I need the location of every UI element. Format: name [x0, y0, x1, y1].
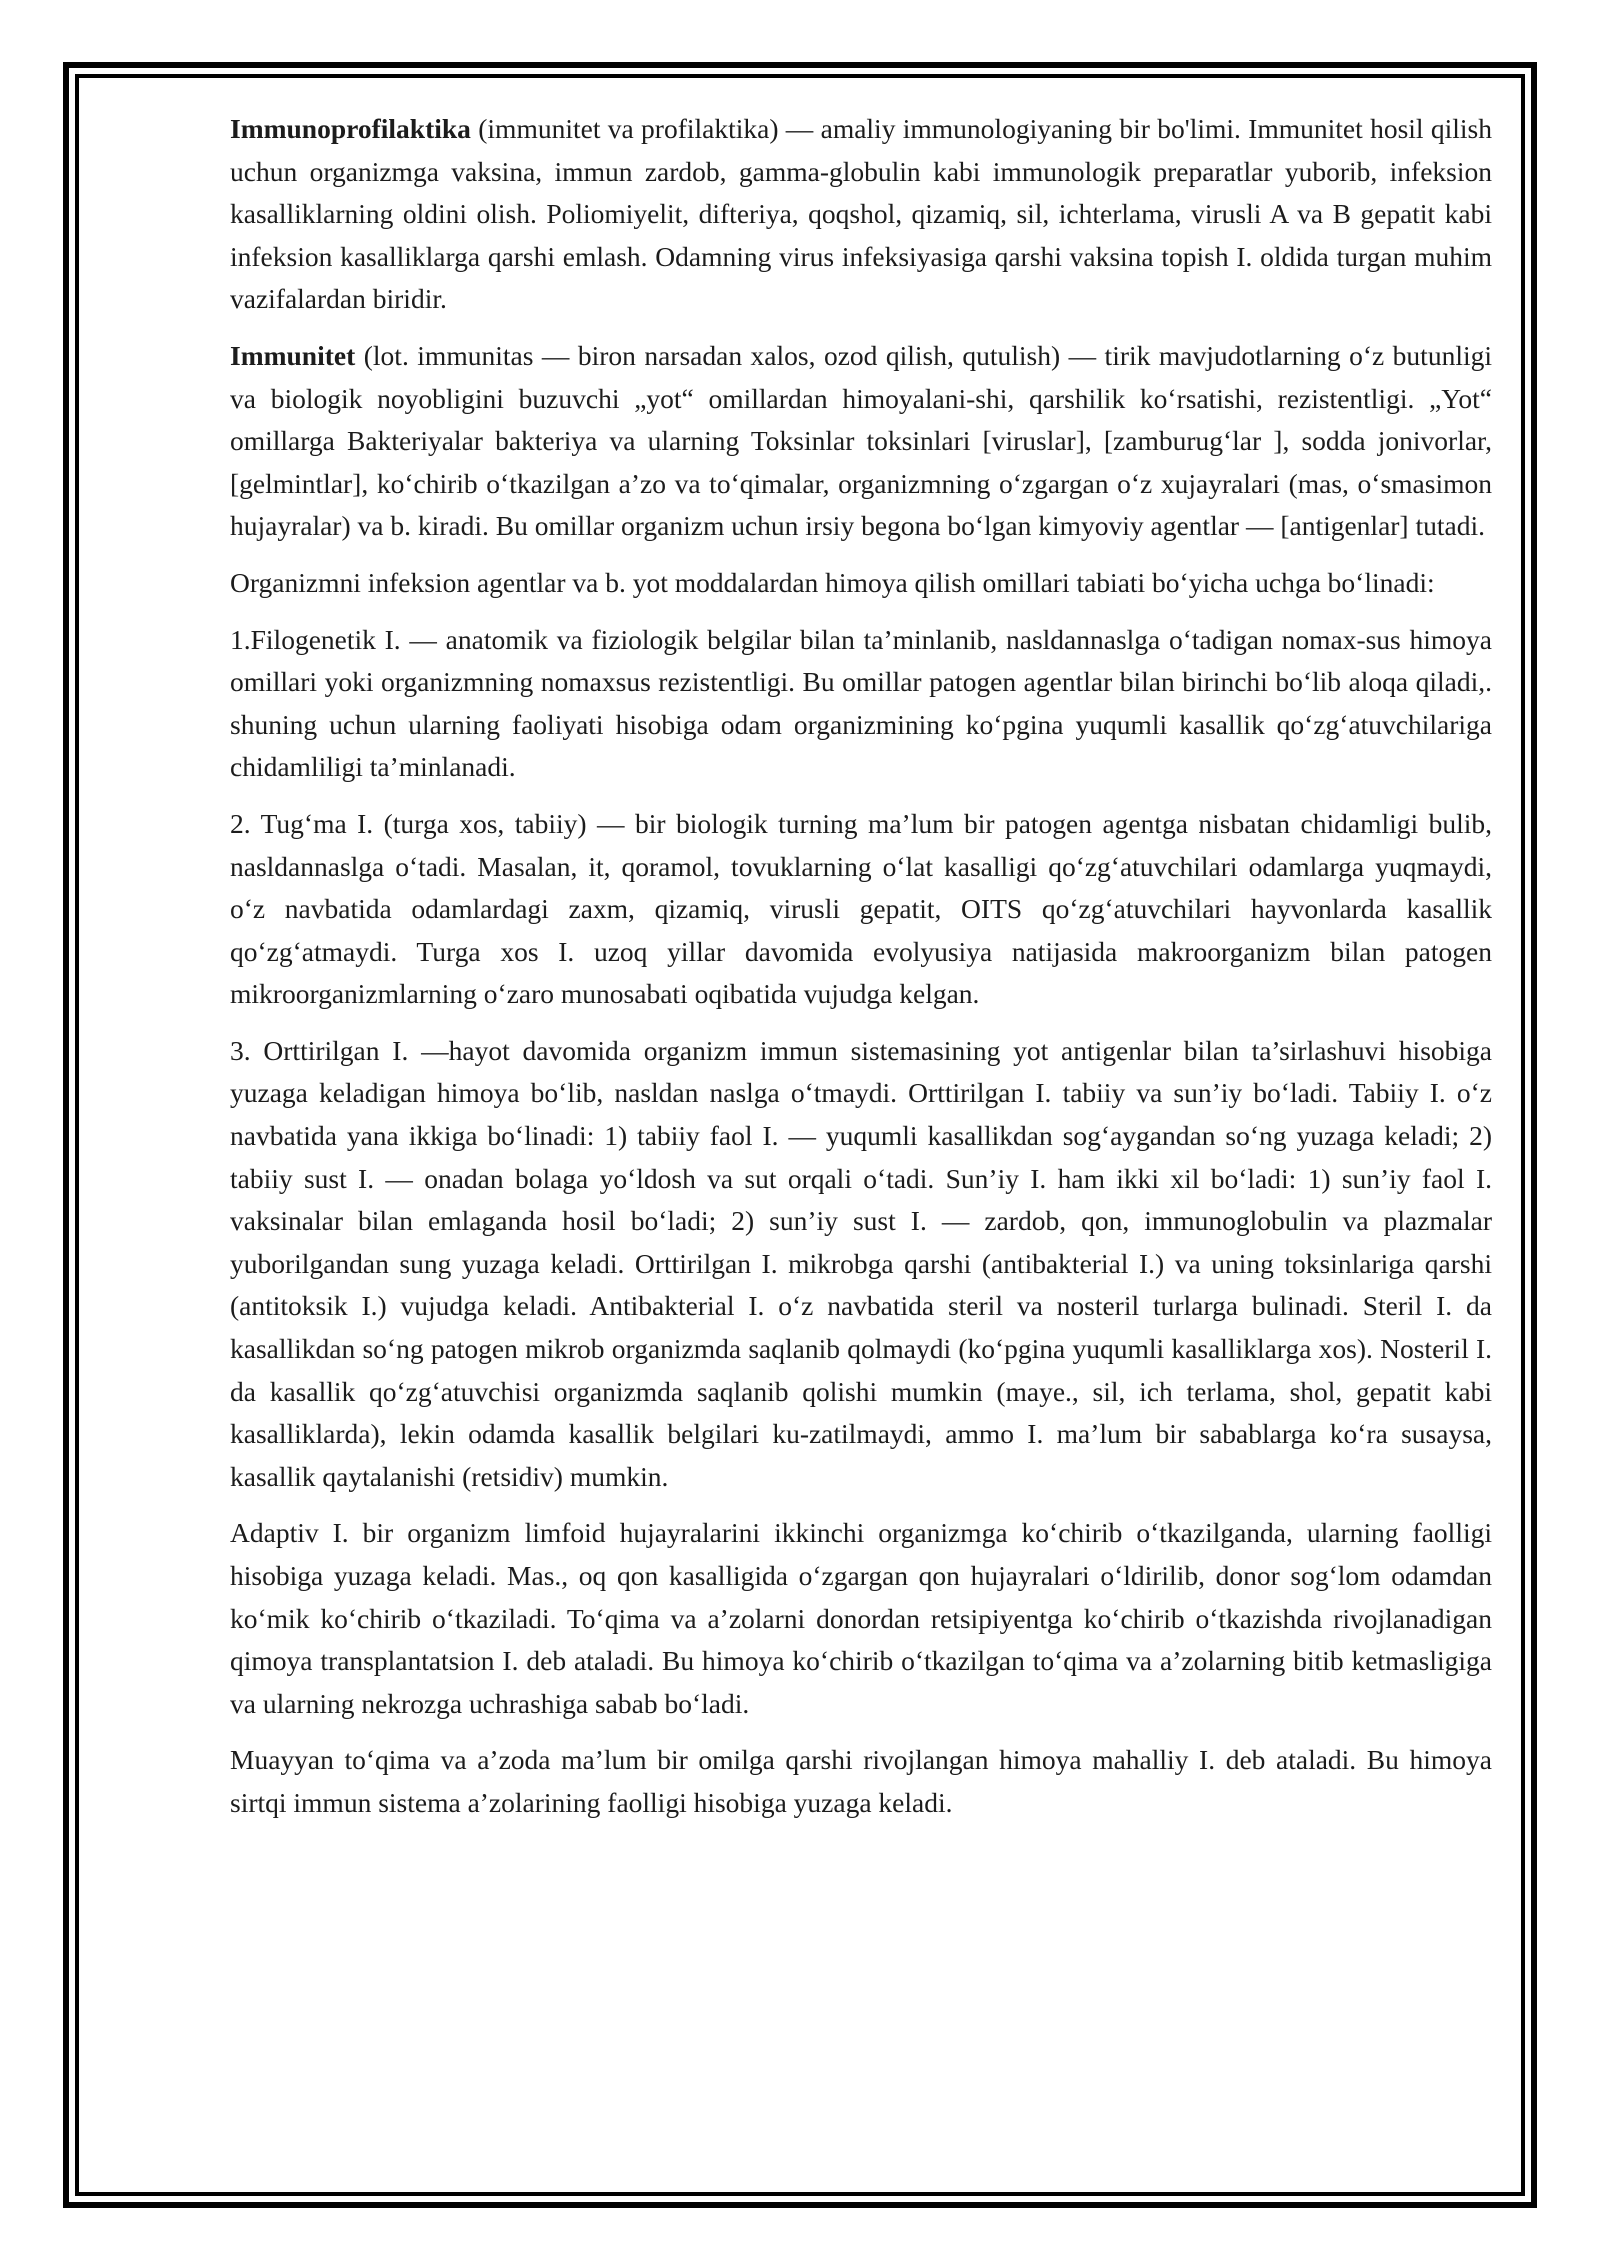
document-body	[230, 108, 1492, 1839]
paragraph-orttirilgan: 3. Orttirilgan I. —hayot davomida organizm immun sistemasining yot antigenlar bilan ta’sirlashuvi hisobiga yuzaga keladigan himoya bo‘lib, nasldan naslga o‘tmaydi. Orttirilgan I. tabiiy va sun’iy bo‘ladi. Tabiiy I. o‘z navbatida yana ikkiga bo‘linadi: 1) tabiiy faol I. — yuqumli kasallikdan sog‘aygandan so‘ng yuzaga keladi; 2) tabiiy sust I. — onadan bolaga yo‘ldosh va sut orqali o‘tadi. Sun’iy I. ham ikki xil bo‘ladi: 1) sun’iy faol I. vaksinalar bilan emlaganda hosil bo‘ladi; 2) sun’iy sust I. — zardob, qon, immunoglobulin va plazmalar yuborilgandan sung yuzaga keladi. Orttirilgan I. mikrobga qarshi (antibakterial I.) va uning toksinlariga qarshi (antitoksik I.) vujudga keladi. Antibakterial I. o‘z navbatida steril va nosteril turlarga bulinadi. Steril I. da kasallikdan so‘ng patogen mikrob organizmda saqlanib qolmaydi (ko‘pgina yuqumli kasalliklarga xos). Nosteril I. da kasallik qo‘zg‘atuvchisi organizmda saqlanib qolishi mumkin (maye., sil, ich terlama, shol, gepatit kabi kasalliklarda), lekin odamda kasallik belgilari ku-zatilmaydi, ammo I. ma’lum bir sabablarga ko‘ra susaysa, kasallik qaytalanishi (retsidiv) mumkin.	[230, 1034, 1492, 1492]
paragraph-mahalliy: Muayyan to‘qima va a’zoda ma’lum bir omilga qarshi rivojlangan himoya mahalliy I. deb ataladi. Bu himoya sirtqi immun sistema a’zolarining faolligi hisobiga yuzaga keladi.	[230, 1744, 1492, 1818]
paragraph-immunitet	[230, 335, 1492, 548]
paragraph-text: (immunitet va profilaktika) — amaliy immunologiyaning bir bo'limi. Immunitet hosil qilish uchun organizmga vaksina, immun zardob, gamma-globulin kabi immunologik preparatlar yuborib, infeksion kasalliklarning oldini olish. Poliomiyelit, difteriya, qoqshol, qizamiq, sil, ichterlama, virusli A va B gepatit kabi infeksion kasalliklarga qarshi emlash. Odamning virus infeksiyasiga qarshi vaksina topish I. oldida turgan muhim vazifalardan biridir.	[230, 113, 1492, 315]
paragraph-filogenetik: 1.Filogenetik I. — anatomik va fiziologik belgilar bilan ta’minlanib, nasldannaslga o‘tadigan nomax-sus himoya omillari yoki organizmning nomaxsus rezistentligi. Bu omillar patogen agentlar bilan birinchi bo‘lib aloqa qiladi,. shuning uchun ularning faoliyati hisobiga odam organizmining ko‘pgina yuqumli kasallik qo‘zg‘atuvchilariga chidamliligi ta’minlanadi.	[230, 623, 1492, 783]
term-immunoprofilaktika: Immunoprofilaktika	[230, 113, 471, 144]
paragraph-classification-intro: Organizmni infeksion agentlar va b. yot moddalardan himoya qilish omillari tabiati bo‘yicha uchga bo‘linadi:	[230, 566, 1435, 598]
paragraph-adaptiv: Adaptiv I. bir organizm limfoid hujayralarini ikkinchi organizmga ko‘chirib o‘tkazilganda, ularning faolligi hisobiga yuzaga keladi. Mas., oq qon kasalligida o‘zgargan qon hujayralari o‘ldirilib, donor sog‘lom odamdan ko‘mik ko‘chirib o‘tkaziladi. To‘qima va a’zolarni donordan retsipiyentga ko‘chirib o‘tkazishda rivojlanadigan qimoya transplantatsion I. deb ataladi. Bu himoya ko‘chirib o‘tkazilgan to‘qima va a’zolarning bitib ketmasligiga va ularning nekrozga uchrashiga sabab bo‘ladi.	[230, 1517, 1492, 1719]
paragraph-text: (lot. immunitas — biron narsadan xalos, ozod qilish, qutulish) — tirik mavjudotlarning o‘z butunligi va biologik noyobligini buzuvchi „yot“ omillardan himoyalani-shi, qarshilik ko‘rsatishi, rezistentligi. „Yot“ omillarga Bakteriyalar bakteriya va ularning Toksinlar toksinlari [viruslar], [zamburug‘lar ], sodda jonivorlar, [gelmintlar], ko‘chirib o‘tkazilgan a’zo va to‘qimalar, organizmning o‘zgargan o‘z xujayralari (mas, o‘smasimon hujayralar) va b. kiradi. Bu omillar organizm uchun irsiy begona bo‘lgan kimyoviy agentlar — [antigenlar] tutadi.	[230, 339, 1492, 542]
paragraph-immunoprofilaktika	[230, 108, 1492, 321]
term-immunitet: Immunitet	[230, 339, 356, 371]
paragraph-tugma: 2. Tug‘ma I. (turga xos, tabiiy) — bir biologik turning ma’lum bir patogen agentga nisbatan chidamligi bulib, nasldannaslga o‘tadi. Masalan, it, qoramol, tovuklarning o‘lat kasalligi qo‘zg‘atuvchilari odamlarga yuqmaydi, o‘z navbatida odamlardagi zaxm, qizamiq, virusli gepatit, OITS qo‘zg‘atuvchilari hayvonlarda kasallik qo‘zg‘atmaydi. Turga xos I. uzoq yillar davomida evolyusiya natijasida makroorganizm bilan patogen mikroorganizmlarning o‘zaro munosabati oqibatida vujudga kelgan.	[230, 807, 1492, 1010]
